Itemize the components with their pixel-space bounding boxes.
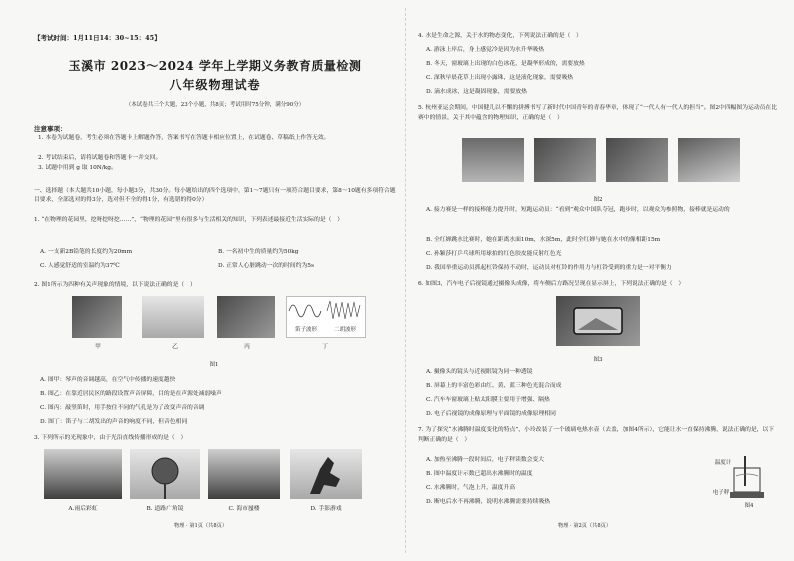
page-divider (405, 8, 406, 553)
q5-option-a: A. 接力赛是一样的接棒能力提升时，短跑运动员：“看到”观众中国队夺冠，跑步时，以观众为参照物，接棒就是运动的 (426, 207, 730, 213)
q3-option-c: C. 海市蜃楼 (228, 506, 260, 512)
fig1-jia-photo (72, 296, 122, 338)
figure-3-caption: 图3 (593, 357, 603, 363)
page-1 (34, 0, 396, 561)
convex-mirror-icon (130, 449, 200, 499)
q3-option-d: D. 手影游戏 (310, 506, 342, 512)
fig1-label-ding: 丁 (322, 344, 328, 350)
question-5-stem: 5. 杭州亚运会期间，中国健儿以不懈的拼搏书写了新时代中国青年的青春华章，体现了“一代人有一代人的担当”。图2中四幅图为运动员在比赛中的情景，关于其中蕴含的物理知识，正确的是（ ） (418, 105, 778, 121)
question-2-stem: 2. 图1所示为四种有关声现象的情境，以下说法正确的是（ ） (34, 282, 196, 288)
question-4-stem: 4. 水是生命之源，关于水的物态变化，下列说法正确的是（ ） (418, 33, 582, 39)
fig1-label-bing: 丙 (244, 344, 250, 350)
mirage-photo (208, 449, 280, 499)
notes-title: 注意事项： (34, 125, 67, 133)
q4-option-d: D. 滴水成冰，这是凝固现象，需要放热 (426, 89, 527, 95)
hand-shadow-icon (290, 449, 362, 499)
q4-option-b: B. 冬天，窗玻璃上出现的白色冰花，是凝华形成的，需要放热 (426, 61, 585, 67)
q2-option-d: D. 图丁：笛子与二胡发出的声音的响度不同，但音色相同 (40, 419, 188, 425)
page-2-footer: 物理 · 第2页（共8页） (558, 523, 612, 529)
q6-option-d: D. 电子后视镜的成像原理与平面镜的成像原理相同 (426, 411, 556, 417)
q3-option-a: A.雨后彩虹 (68, 506, 98, 512)
q1-option-d: D. 正常人心脏跳动一次的时间约为5s (218, 263, 314, 269)
note-3: 3. 试题中用到 g 取 10N/kg。 (38, 165, 117, 171)
q5-option-c: C. 孙颖莎打乒乓球所用球拍的红色胶皮能反射红色光 (426, 251, 562, 257)
q6-option-b: B. 屏幕上的丰富色彩由红、黄、蓝三种色光混合而成 (426, 383, 562, 389)
fig1-label-jia: 甲 (95, 344, 101, 350)
weightlifting-photo (678, 138, 740, 182)
note-2: 2. 考试结束后，请将试题卷和答题卡一并交回。 (38, 155, 162, 161)
table-tennis-photo (606, 138, 668, 182)
q5-option-d: D. 我国举重运动员抓起杠铃保持不动时，运动员对杠铃的作用力与杠铃受到的重力是一对平衡力 (426, 265, 672, 271)
exam-time: 【考试时间：1月11日14：30~15：45】 (34, 34, 161, 42)
q7-option-a: A. 加热至沸腾一段时间后，电子秤读数会变大 (426, 457, 545, 463)
q4-option-c: C. 深秋早晨花草上出现小露珠，这是液化现象，需要吸热 (426, 75, 574, 81)
q5-option-b: B. 全红婵跳水比赛时，她在距离水面10m，水深5m，此时全红婵与她在水中的像相距15m (426, 237, 661, 243)
q2-option-b: B. 图乙：在靠近居民区的路段设置声音屏障，目的是在声源处减弱噪声 (40, 391, 222, 397)
q1-option-b: B. 一名初中生的质量约为50kg (218, 249, 299, 255)
q4-option-a: A. 游泳上岸后，身上感觉冷是因为水升华吸热 (426, 47, 545, 53)
erhu-wave-label: 二胡波形 (333, 327, 356, 333)
road-mirror-photo (130, 449, 200, 499)
exam-title: 玉溪市 2023～2024 学年上学期义务教育质量检测 (68, 59, 362, 73)
scale-label: 电子秤 (712, 490, 730, 496)
q7-option-d: D. 断电后水不再沸腾，说明水沸腾需要持续吸热 (426, 499, 551, 505)
figure-2-caption: 图2 (593, 197, 603, 203)
figure-1-caption: 图1 (209, 362, 219, 368)
q6-option-c: C. 汽车车窗玻璃上贴太阳膜主要用于增强、隔热 (426, 397, 550, 403)
exam-meta: （本试卷共三个大题，23个小题，共8页；考试用时75分钟，满分90分） (125, 102, 305, 108)
figure-4-caption: 图4 (744, 503, 754, 509)
page-2 (418, 0, 778, 561)
question-6-stem: 6. 如图3，汽车电子后视镜通过摄像头成像，将车侧后方路况呈现在显示屏上，下列说法正确的是（ ） (418, 281, 685, 287)
question-7-stem: 7. 为了探究“水沸腾时温度变化的特点”，小玲改装了一个玻璃电热水壶（去盖，加图4所示），它能让水一直保持沸腾，说法正确的是，以下判断正确的是（ ） (418, 427, 775, 443)
q7-option-b: B. 图中温度计示数已超出水沸腾时的温度 (426, 471, 533, 477)
q6-option-a: A. 摄像头的镜头与近视眼镜为同一种透镜 (426, 369, 533, 375)
q2-option-a: A. 图甲：琴声的音调越高，在空气中传播的速度越快 (40, 377, 176, 383)
thermometer-label: 温度计 (714, 460, 732, 466)
fig1-bing-photo (217, 296, 275, 338)
question-3-stem: 3. 下列所示的光现象中，由于光沿直线传播形成的是（ ） (34, 435, 187, 441)
section-1-title: 一、选择题（本大题共10小题，每小题3分，共30分。每小题给出的四个选项中，第1～7题只有一项符合题目要求，第8～10题有多项符合题目要求，全部选对的得3分，选对但不全的得1分，有选错的得0分） (34, 188, 396, 203)
q1-option-a: A. 一支新2B铅笔的长度约为20mm (40, 249, 133, 255)
rainbow-photo (44, 449, 122, 499)
fig1-yi-photo (142, 296, 204, 338)
flute-wave-label: 笛子波形 (294, 327, 317, 333)
fig1-label-yi: 乙 (172, 344, 178, 350)
question-1-stem: 1. “在物理的花园里，挖呀挖呀挖……”，“物理的花园”里有很多与生活相关的知识，下列表述最接近生活实际的是（ ） (34, 217, 344, 223)
hand-shadow-photo (290, 449, 362, 499)
q7-option-c: C. 水沸腾时，气泡上升，温度升高 (426, 485, 516, 491)
fig1-ding-waveforms (286, 296, 366, 338)
q2-option-c: C. 图丙：敲竖笛时，用手按住不同的气孔是为了改变声音的音调 (40, 405, 205, 411)
electronic-mirror-photo (556, 296, 640, 346)
display-screen-icon (556, 296, 640, 346)
diving-photo (534, 138, 596, 182)
note-1: 1. 本卷为试题卷，考生必须在答题卡上解题作答，答案书写在答题卡相应位置上，在试题卷、草稿纸上作答无效。 (38, 135, 330, 141)
figure-4-apparatus (710, 450, 774, 510)
q1-option-c: C. 人感觉舒适的室温约为37℃ (40, 263, 120, 269)
exam-subtitle: 八年级物理试卷 (169, 78, 261, 92)
q3-option-b: B. 道路广角镜 (146, 506, 184, 512)
relay-race-photo (462, 138, 524, 182)
page-1-footer: 物理 · 第1页（共8页） (174, 523, 228, 529)
